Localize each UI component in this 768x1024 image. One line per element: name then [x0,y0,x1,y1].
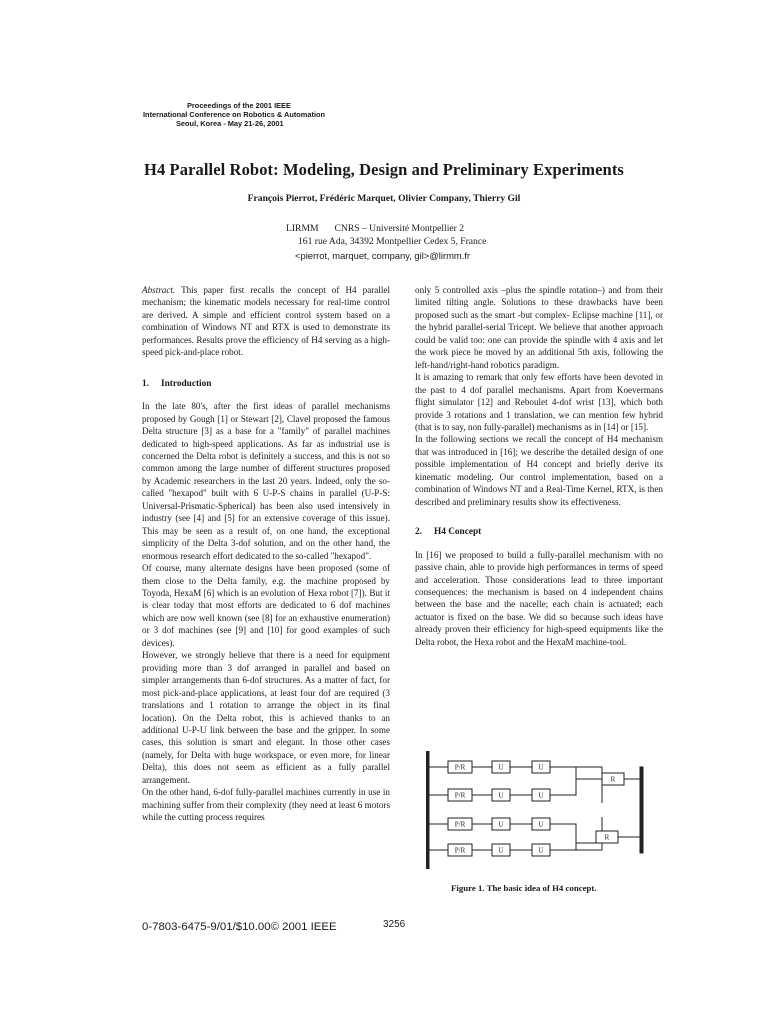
paper-authors: François Pierrot, Frédéric Marquet, Olivier Company, Thierry Gil [247,193,521,204]
proceedings-line-1: Proceedings of the 2001 IEEE [187,101,291,110]
copyright-footer: 0-7803-6475-9/01/$10.00© 2001 IEEE [142,921,337,933]
chain-4-u1-label: U [498,846,504,855]
chain-3-u2-label: U [538,820,544,829]
chain-3-pr-label: P/R [454,820,466,829]
abstract-label: Abstract. [142,285,176,295]
chain-1-pr-label: P/R [454,763,466,772]
chain-4-u2-label: U [538,846,544,855]
chain-2 [429,785,576,801]
affiliation-address: 161 rue Ada, 34392 Montpellier Cedex 5, France [298,236,487,248]
figure-caption: Figure 1. The basic idea of H4 concept. [451,883,597,893]
base-bar [426,751,429,869]
page-number: 3256 [383,919,406,930]
intro-paragraph: However, we strongly believe that there is a need for equipment providing more than 3 dof arranged in parallel and based on simpler arrangements than 6-dof structures. As a matter of fact, for most pick-and-place applications, at least four dof are required (3 translations and 1 rotation to arrange the object in its final location). On the Delta robot, this is achieved thanks to an additional U-P-U link between the base and the gripper. In some cases, this solution is smart and elegant. In those other cases (namely, for Delta with huge workspace, or even more, for linear Delta), this does not seem as efficient as a fully parallel arrangement. [142,650,390,785]
affiliation-email: <pierrot, marquet, company, gil>@lirmm.fr [295,249,471,261]
lower-r-label: R [604,833,610,842]
abstract-text: This paper first recalls the concept of H4 parallel mechanism; the kinematic models necessary for real-time control are derived. A simple and efficient control system based on a combination of Windows NT and RTX is used to demonstrate its performances. Results prove the efficiency of H4 serving as a high-speed pick-and-place robot. [142,285,390,358]
proceedings-line-2: International Conference on Robotics & Automation [143,110,326,120]
upper-r-label: R [610,775,616,784]
proceedings-line-3: Seoul, Korea - May 21-26, 2001 [176,119,284,129]
section-heading-h4-concept: 2. H4 Concept [415,527,482,538]
chain-3-u1-label: U [498,820,504,829]
paper-title: H4 Parallel Robot: Modeling, Design and Preliminary Experiments [144,160,624,179]
proceedings-header [143,101,403,129]
abstract [142,284,390,359]
body-paragraph: It is amazing to remark that only few efforts have been devoted in the past to 4 dof parallel mechanisms. Apart from Koevermans flight simulator [12] and Reboulet 4-dof wrist [13], which both provide 3 rotations and 1 translation, we can mention few hybrid (that is to say, non fully-parallel) mechanisms as in [14] or [15]. [415,372,663,432]
affiliation-org: CNRS – Université Montpellier 2 [334,223,465,234]
concept-paragraph: In [16] we proposed to build a fully-parallel mechanism with no passive chain, able to provide high performances in terms of speed and acceleration. Those considerations lead to three important consequences: the mechanism is based on 4 independent chains between the base and the nacelle; each chain is actuated; each actuator is fixed on the base. We did so because such ideas have already proven their efficiency for high-speed equipments like the Delta robot, the Hexa robot and the HexaM machine-tool. [415,549,663,647]
chain-2-pr-label: P/R [454,791,466,800]
chain-1-u2-label: U [538,763,544,772]
intro-paragraph: On the other hand, 6-dof fully-parallel machines currently in use in machining suffer from their complexity (they need at least 6 motors while the cutting process requires [142,787,390,823]
chain-2-u1-label: U [498,791,504,800]
intro-paragraph: In the late 80's, after the first ideas of parallel mechanisms proposed by Gough [1] or Stewart [2], Clavel proposed the famous Delta structure [3] as a base for a "family" of parallel machines dedicated to high-speed applications. As far as industrial use is concerned the Delta robot is definitely a success, and this is not so common among the large number of different structures proposed by Academic researchers in the last 20 years. Indeed, only the so-called "hexapod" built with 6 U-P-S chains in parallel (U-P-S: Universal-Prismatic-Spherical) has been also used intensively in industry (see [4] and [5] for an extensive coverage of this issue). This may be seen as a result of, on one hand, the exceptional simplicity of the Delta 3-dof solution, and on the other hand, the enormous research effort dedicated to the so-called "hexapod". [142,401,390,561]
section-heading-introduction: 1. Introduction [142,378,212,389]
affiliation-lab: LIRMM [286,223,319,234]
nacelle-bar [640,767,643,853]
h4-concept-diagram [426,751,652,869]
body-paragraph: In the following sections we recall the concept of H4 mechanism that was introduced in [16]; we describe the detailed design of one possible implementation of H4 concept and briefly derive its kinematic modeling. Our control implementation, based on a combination of Windows NT and a Real-Time Kernel, RTX, is then described and preliminary results show its effectiveness. [415,434,663,507]
chain-3 [429,818,576,837]
lower-coupling [576,831,640,850]
chain-4-pr-label: P/R [454,846,466,855]
upper-coupling [576,767,640,785]
affiliation-block [286,222,536,262]
chain-2-u2-label: U [538,791,544,800]
body-paragraph: only 5 controlled axis –plus the spindle rotation–) and from their limited tilting angle. Solutions to these drawbacks have been proposed such as the smart -but complex- Eclipse machine [11], or the hybrid parallel-serial Tricept. We believe that another approach could be valid too: one can provide the spindle with 4 axis and let the work piece be moved by an additional 5th axis, following the left-hand/right-hand robotics paradigm. [415,285,663,370]
left-column [142,284,390,824]
chain-1-u1-label: U [498,763,504,772]
right-column [415,284,663,648]
intro-paragraph: Of course, many alternate designs have been proposed (some of them close to the Delta family, e.g. the machine proposed by Toyoda, HexaM [6] which is an evolution of Hexa robot [7]). But it is clear today that most efforts are dedicated to 6 dof machines which are now well known (see [8] for an exhaustive enumeration) or 3 dof machines (see [9] and [10] for good examples of such devices). [142,563,390,648]
